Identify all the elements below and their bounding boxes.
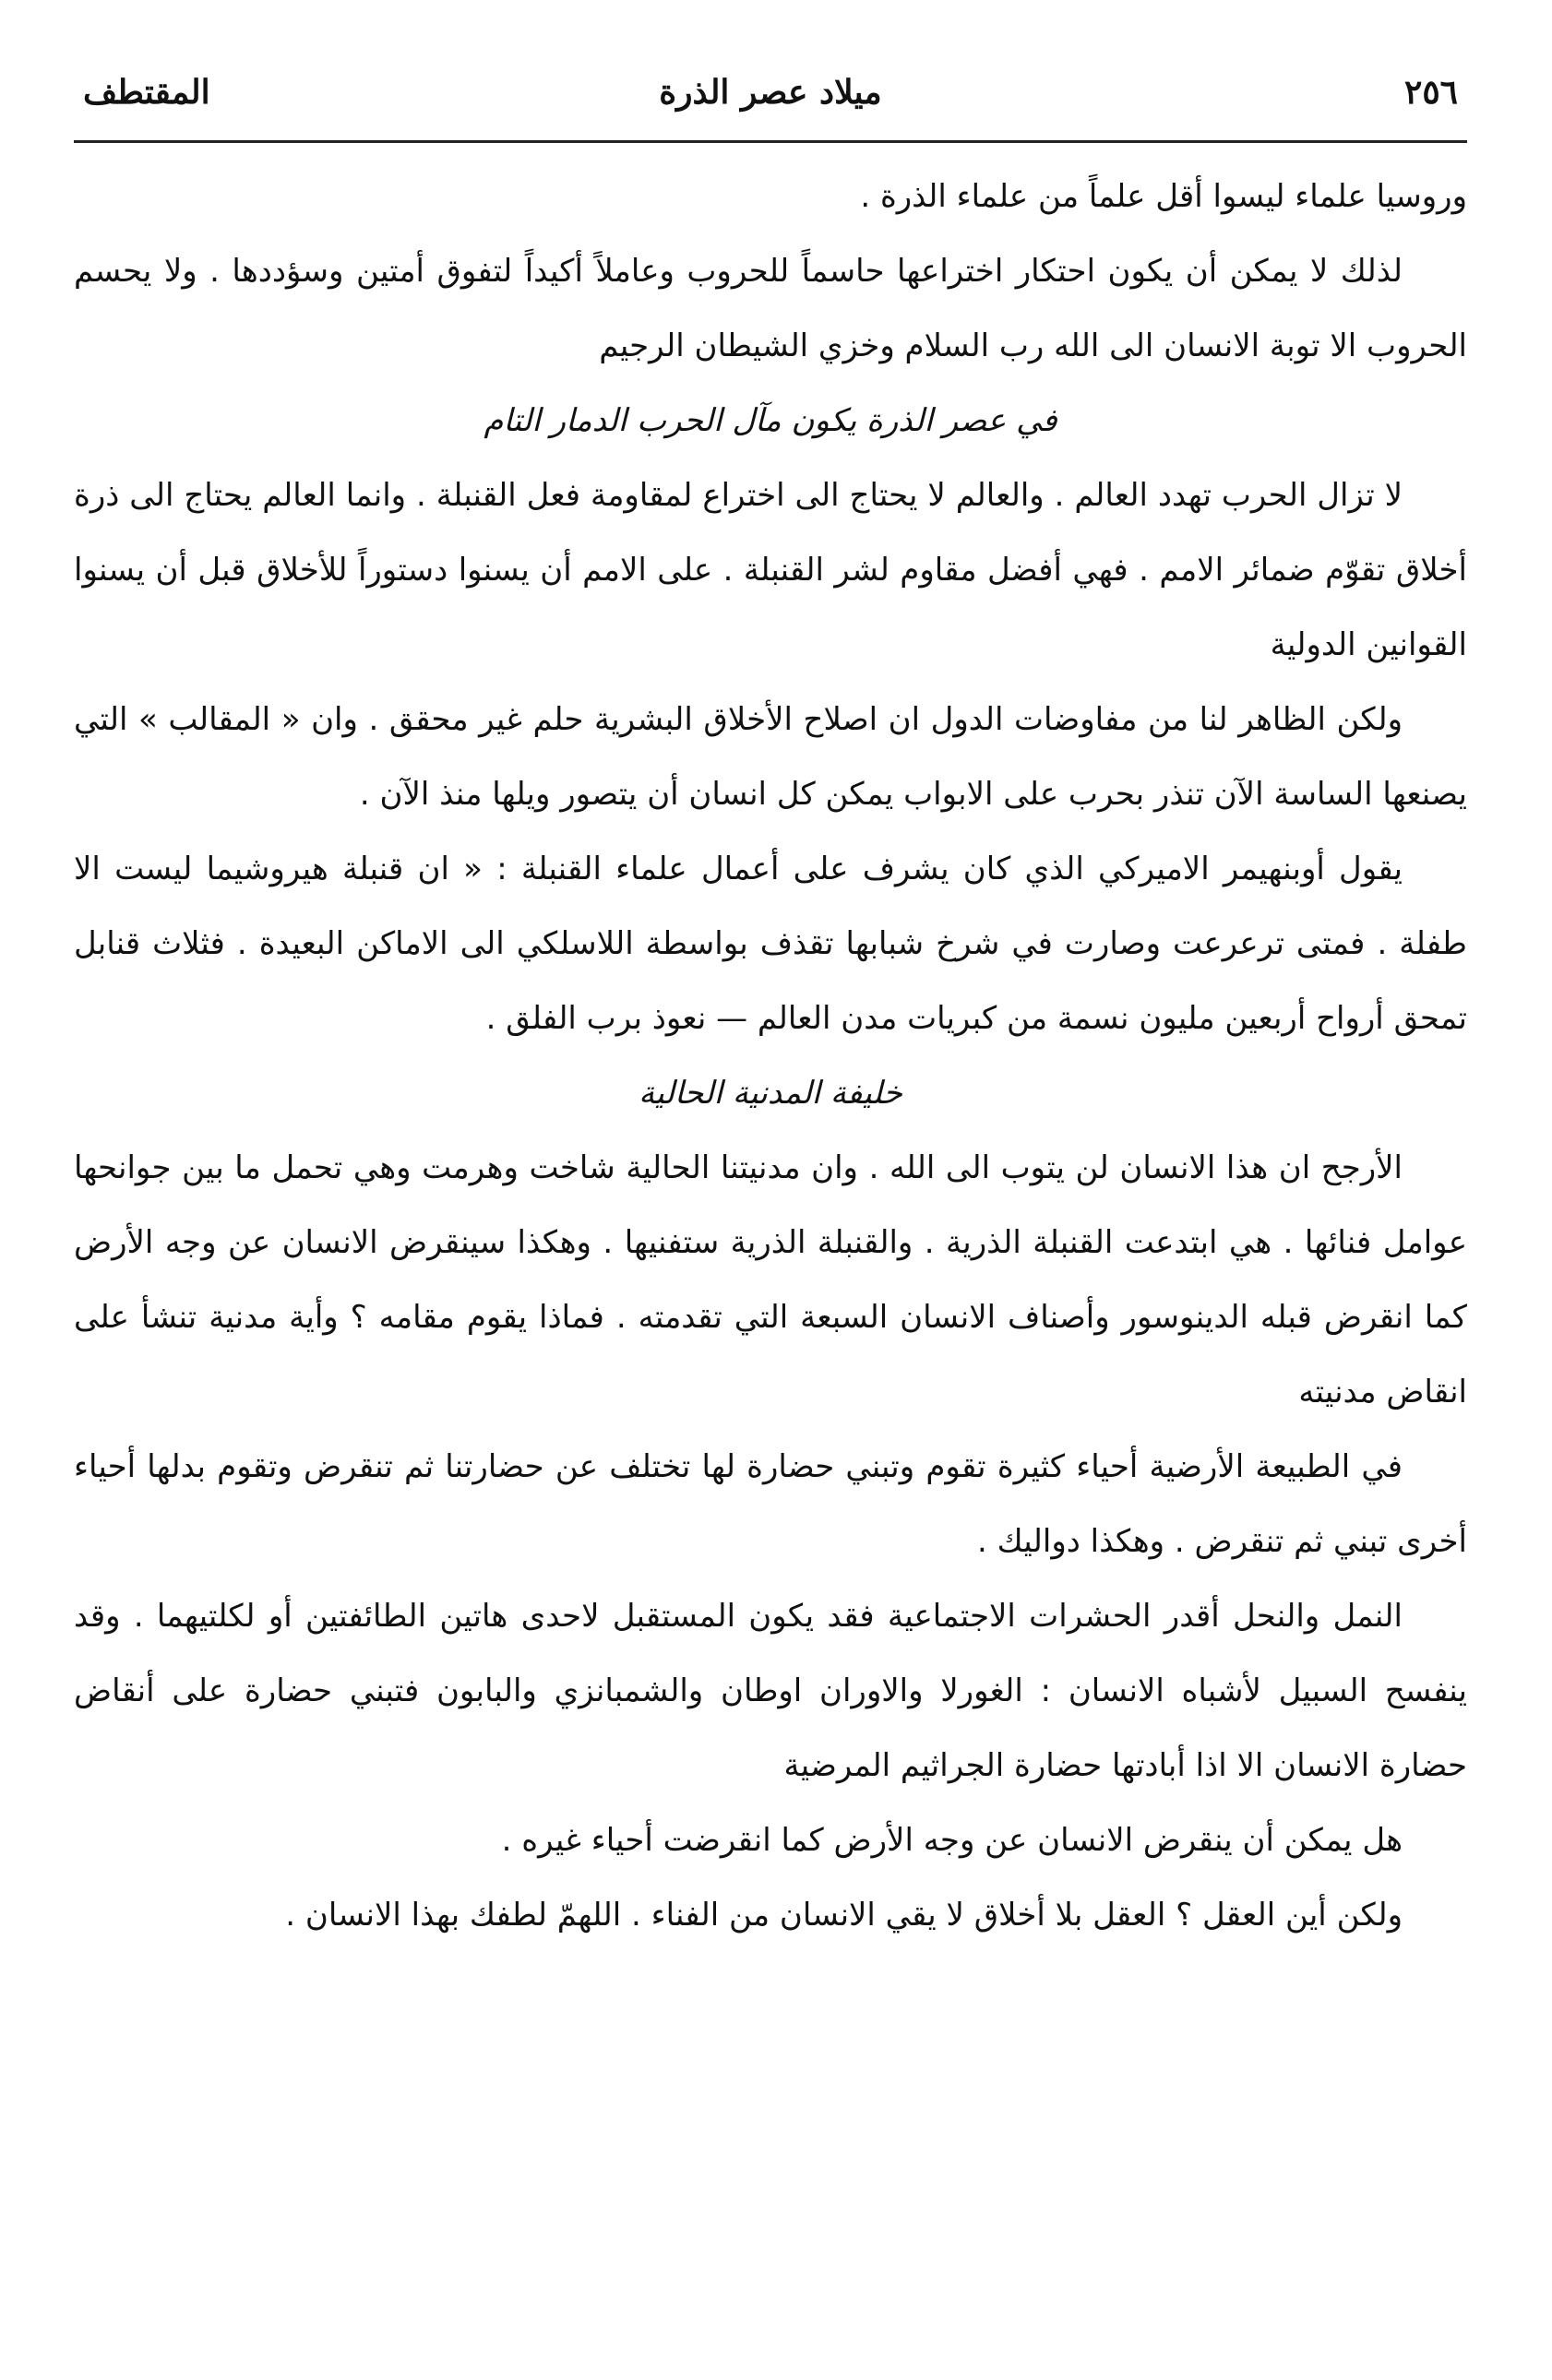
paragraph: هل يمكن أن ينقرض الانسان عن وجه الأرض كما انقرضت أحياء غيره . xyxy=(501,1822,1403,1859)
journal-name: المقتطف xyxy=(83,73,210,112)
article-body xyxy=(74,160,1467,1953)
paragraph: ولكن أين العقل ؟ العقل بلا أخلاق لا يقي الانسان من الفناء . اللهمّ لطفك بهذا الانسان . xyxy=(285,1897,1403,1934)
paragraph: لا تزال الحرب تهدد العالم . والعالم لا يحتاج الى اختراع لمقاومة فعل القنبلة . وانما العالم يحتاج الى ذرة أخلاق تقوّم ضمائر الامم . فهي أفضل مقاوم لشر القنبلة . على الامم أن يسنوا دستوراً للأخلاق قبل أن يسنوا القوانين الدولية xyxy=(74,477,1467,663)
page-number: ٢٥٦ xyxy=(1403,73,1458,112)
paragraph: النمل والنحل أقدر الحشرات الاجتماعية فقد يكون المستقبل لاحدى هاتين الطائفتين أو لكلتيهما . وقد ينفسح السبيل لأشباه الانسان : الغورلا والاوران اوطان والشمبانزي والبابون فتبني حضارة على أنقاض حضارة الانسان الا اذا أبادتها حضارة الجراثيم المرضية xyxy=(74,1598,1467,1784)
header-rule xyxy=(74,140,1467,143)
article-title: ميلاد عصر الذرة xyxy=(659,73,882,112)
section-heading: في عصر الذرة يكون مآل الحرب الدمار التام xyxy=(484,402,1057,439)
paragraph: الأرجح ان هذا الانسان لن يتوب الى الله . وان مدنيتنا الحالية شاخت وهرمت وهي تحمل ما بين جوانحها عوامل فنائها . هي ابتدعت القنبلة الذرية . والقنبلة الذرية ستفنيها . وهكذا سينقرض الانسان عن وجه الأرض كما انقرض قبله الدينوسور وأصناف الانسان السبعة التي تقدمته . فماذا يقوم مقامه ؟ وأية مدنية تنشأ على انقاض مدنيته xyxy=(74,1149,1467,1410)
paragraph: ولكن الظاهر لنا من مفاوضات الدول ان اصلاح الأخلاق البشرية حلم غير محقق . وان « المقالب » التي يصنعها الساسة الآن تنذر بحرب على الابواب يمكن كل انسان أن يتصور ويلها منذ الآن . xyxy=(74,701,1467,813)
paragraph: يقول أوبنهيمر الاميركي الذي كان يشرف على أعمال علماء القنبلة : « ان قنبلة هيروشيما ليست الا طفلة . فمتى ترعرعت وصارت في شرخ شبابها تقذف بواسطة اللاسلكي الى الاماكن البعيدة . فثلاث قنابل تمحق أرواح أربعين مليون نسمة من كبريات مدن العالم — نعوذ برب الفلق . xyxy=(74,851,1467,1037)
section-heading: خليفة المدنية الحالية xyxy=(639,1075,902,1112)
paragraph: في الطبيعة الأرضية أحياء كثيرة تقوم وتبني حضارة لها تختلف عن حضارتنا ثم تنقرض وتقوم بدلها أحياء أخرى تبني ثم تنقرض . وهكذا دواليك . xyxy=(74,1448,1467,1560)
running-header xyxy=(74,55,1467,129)
book-page xyxy=(74,55,1467,2334)
paragraph: لذلك لا يمكن أن يكون احتكار اختراعها حاسماً للحروب وعاملاً أكيداً لتفوق أمتين وسؤددها . ولا يحسم الحروب الا توبة الانسان الى الله رب السلام وخزي الشيطان الرجيم xyxy=(74,253,1467,364)
paragraph: وروسيا علماء ليسوا أقل علماً من علماء الذرة . xyxy=(860,178,1467,215)
